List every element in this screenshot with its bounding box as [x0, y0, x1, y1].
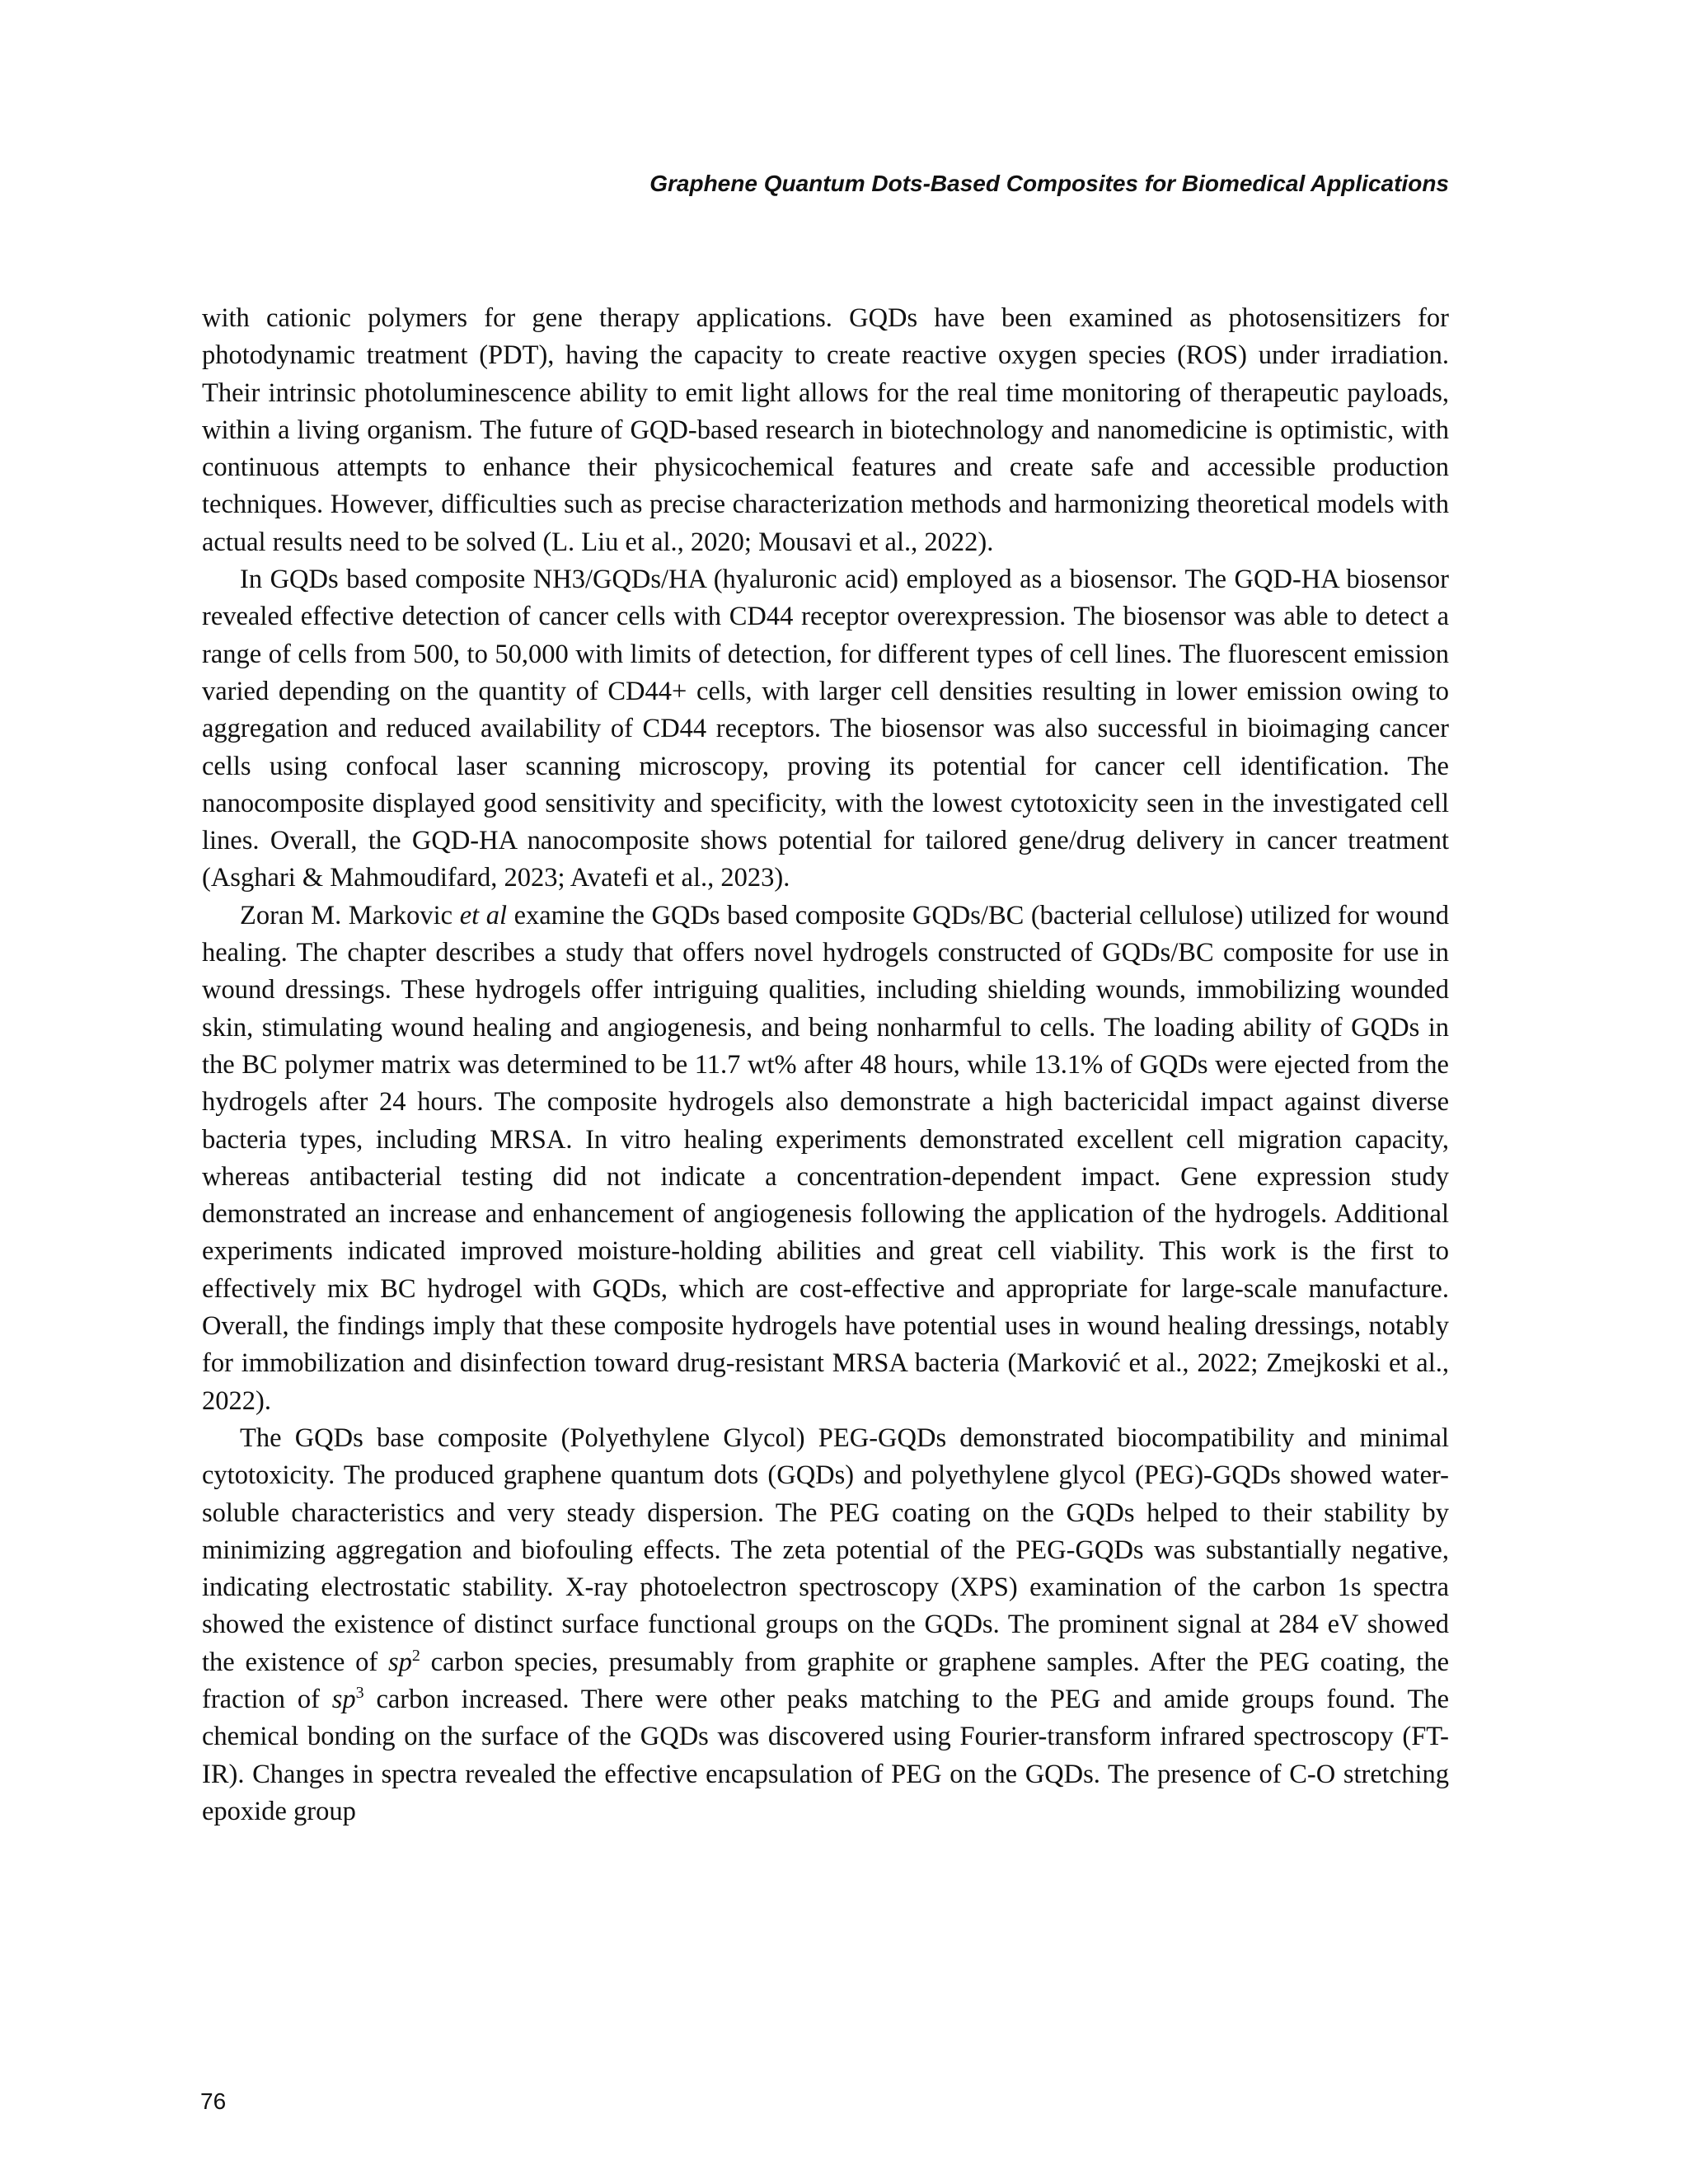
et-al-italic: et al — [459, 900, 507, 930]
superscript-3: 3 — [355, 1684, 364, 1703]
paragraph-3 — [202, 898, 1449, 1420]
paragraph-1: with cationic polymers for gene therapy applications. GQDs have been examined as photosensitizers for photodynamic treatment (PDT), having the capacity to create reactive oxygen species (ROS) under irradiation. Their intrinsic photoluminescence ability to emit light allows for the real time monitoring of therapeutic payloads, within a living organism. The future of GQD-based research in biotechnology and nanomedicine is optimistic, with continuous attempts to enhance their physicochemical features and create safe and accessible production techniques. However, difficulties such as precise characterization methods and harmonizing theoretical models with actual results need to be solved (L. Liu et al., 2020; Mousavi et al., 2022). — [202, 303, 1449, 557]
superscript-2: 2 — [411, 1646, 420, 1665]
paragraph-2: In GQDs based composite NH3/GQDs/HA (hyaluronic acid) employed as a biosensor. The GQD-HA biosensor revealed effective detection of cancer cells with CD44 receptor overexpression. The biosensor was able to detect a range of cells from 500, to 50,000 with limits of detection, for different types of cell lines. The fluorescent emission varied depending on the quantity of CD44+ cells, with larger cell densities resulting in lower emission owing to aggregation and reduced availability of CD44 receptors. The biosensor was also successful in bioimaging cancer cells using confocal laser scanning microscopy, proving its potential for cancer cell identification. The nanocomposite displayed good sensitivity and specificity, with the lowest cytotoxicity seen in the investigated cell lines. Overall, the GQD-HA nanocomposite shows potential for tailored gene/drug delivery in cancer treatment (Asghari & Mahmoudifard, 2023; Avatefi et al., 2023). — [202, 565, 1449, 893]
page-number: 76 — [200, 2088, 227, 2114]
paragraph-4-part-c: carbon increased. There were other peaks matching to the PEG and amide groups found. The chemical bonding on the surface of the GQDs was discovered using Fourier-transform infrared spectroscopy (FT-IR). Changes in spectra revealed the effective encapsulation of PEG on the GQDs. The presence of C-O stretching epoxide group — [202, 1684, 1449, 1826]
paragraph-3-start: Zoran M. Markovic — [240, 900, 460, 930]
sp-italic: sp — [388, 1647, 412, 1677]
sp-italic-second: sp — [331, 1684, 356, 1714]
running-head: Graphene Quantum Dots-Based Composites for Biomedical Applications — [649, 171, 1449, 196]
paragraph-4-part-a: The GQDs base composite (Polyethylene Glycol) PEG-GQDs demonstrated biocompatibility and minimal cytotoxicity. The produced graphene quantum dots (GQDs) and polyethylene glycol (PEG)-GQDs showed water-soluble characteristics and very steady dispersion. The PEG coating on the GQDs helped to their stability by minimizing aggregation and biofouling effects. The zeta potential of the PEG-GQDs was substantially negative, indicating electrostatic stability. X-ray photoelectron spectroscopy (XPS) examination of the carbon 1s spectra showed the existence of distinct surface functional groups on the GQDs. The prominent signal at 284 eV showed the existence of — [202, 1422, 1449, 1677]
paragraph-4-part-b: carbon species, presumably from graphite or graphene samples. After the PEG coating, the fraction of — [202, 1647, 1449, 1714]
paragraph-3-rest: examine the GQDs based composite GQDs/BC (bacterial cellulose) utilized for wound healing. The chapter describes a study that offers novel hydrogels constructed of GQDs/BC composite for use in wound dressings. These hydrogels offer intriguing qualities, including shielding wounds, immobilizing wounded skin, stimulating wound healing and angiogenesis, and being nonharmful to cells. The loading ability of GQDs in the BC polymer matrix was determined to be 11.7 wt% after 48 hours, while 13.1% of GQDs were ejected from the hydrogels after 24 hours. The composite hydrogels also demonstrate a high bactericidal impact against diverse bacteria types, including MRSA. In vitro healing experiments demonstrated excellent cell migration capacity, whereas antibacterial testing did not indicate a concentration-dependent impact. Gene expression study demonstrated an increase and enhancement of angiogenesis following the application of the hydrogels. Additional experiments indicated improved moisture-holding abilities and great cell viability. This work is the first to effectively mix BC hydrogel with GQDs, which are cost-effective and appropriate for large-scale manufacture. Overall, the findings imply that these composite hydrogels have potential uses in wound healing dressings, notably for immobilization and disinfection toward drug-resistant MRSA bacteria (Marković et al., 2022; Zmejkoski et al., 2022). — [202, 900, 1449, 1416]
paragraph-4 — [202, 1420, 1449, 1830]
body-text — [202, 300, 1449, 1830]
